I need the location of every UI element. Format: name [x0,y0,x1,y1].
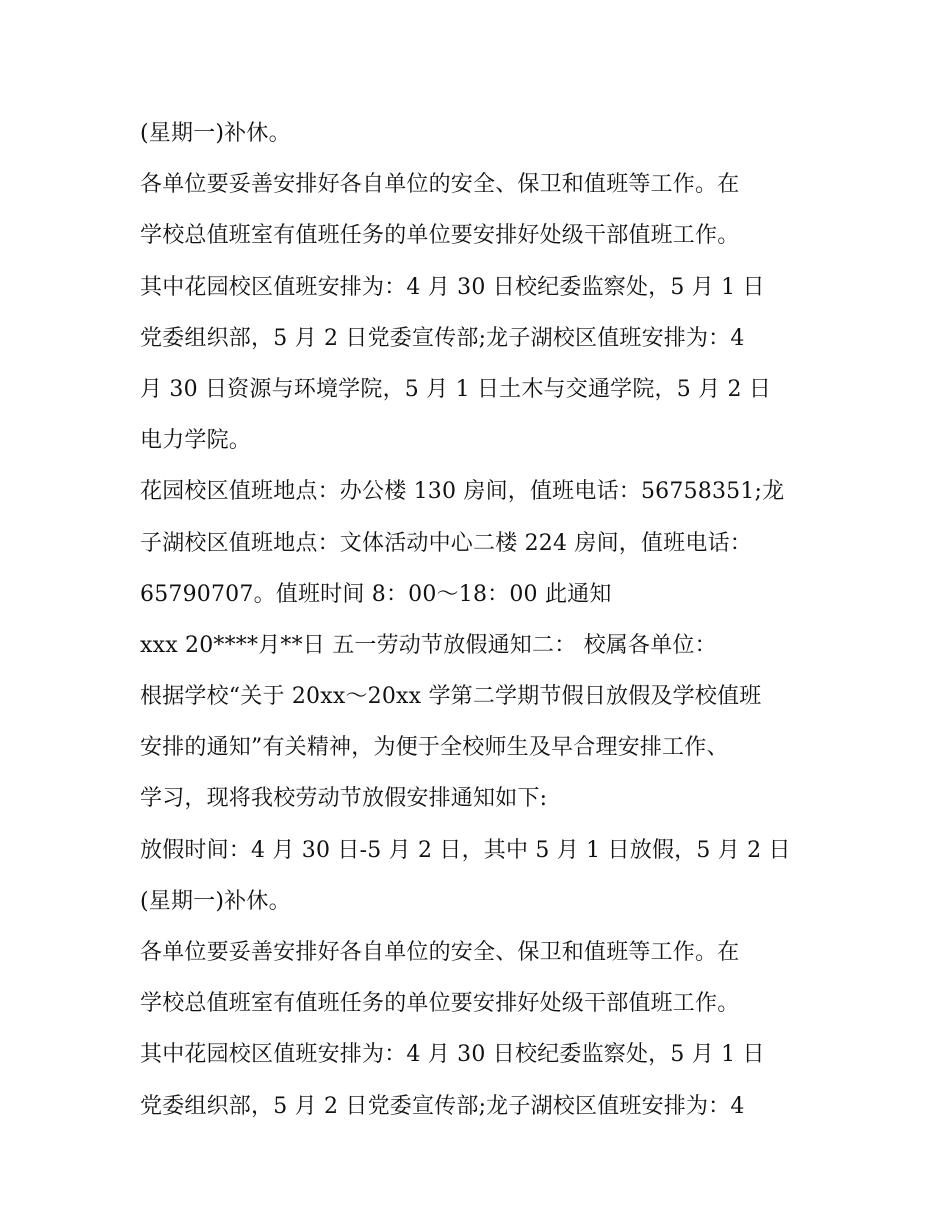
document-body [140,108,820,1132]
text-line-13: 安排的通知”有关精神，为便于全校师生及早合理安排工作、 [140,735,729,761]
text-line-4: 其中花园校区值班安排为：4 月 30 日校纪委监察处，5 月 1 日 [140,274,765,300]
text-line-15: 放假时间：4 月 30 日-5 月 2 日，其中 5 月 1 日放假，5 月 2 日 [140,837,791,863]
text-line-20: 党委组织部，5 月 2 日党委宣传部;龙子湖校区值班安排为：4 [140,1093,745,1119]
text-line-2: 各单位要妥善安排好各自单位的安全、保卫和值班等工作。在 [140,172,740,198]
text-line-7: 电力学院。 [140,428,252,454]
text-line-14: 学习，现将我校劳动节放假安排通知如下: [140,786,548,812]
text-line-9: 子湖校区值班地点：文体活动中心二楼 224 房间，值班电话： [140,530,752,556]
text-line-1: (星期一)补休。 [140,121,291,146]
text-line-6: 月 30 日资源与环境学院，5 月 1 日土木与交通学院，5 月 2 日 [140,376,772,402]
text-line-12: 根据学校“关于 20xx～20xx 学第二学期节假日放假及学校值班 [140,684,762,710]
text-line-5: 党委组织部，5 月 2 日党委宣传部;龙子湖校区值班安排为：4 [140,325,745,351]
text-line-8: 花园校区值班地点：办公楼 130 房间，值班电话：56758351;龙 [140,479,785,505]
text-line-19: 其中花园校区值班安排为：4 月 30 日校纪委监察处，5 月 1 日 [140,1042,765,1068]
text-line-11: xxx 20****月**日 五一劳动节放假通知二： 校属各单位： [140,632,717,658]
text-line-16: (星期一)补休。 [140,888,291,914]
text-line-10: 65790707。值班时间 8：00～18：00 此通知 [140,581,612,607]
text-line-18: 学校总值班室有值班任务的单位要安排好处级干部值班工作。 [140,991,740,1017]
text-line-17: 各单位要妥善安排好各自单位的安全、保卫和值班等工作。在 [140,940,740,965]
text-line-3: 学校总值班室有值班任务的单位要安排好处级干部值班工作。 [140,223,740,249]
